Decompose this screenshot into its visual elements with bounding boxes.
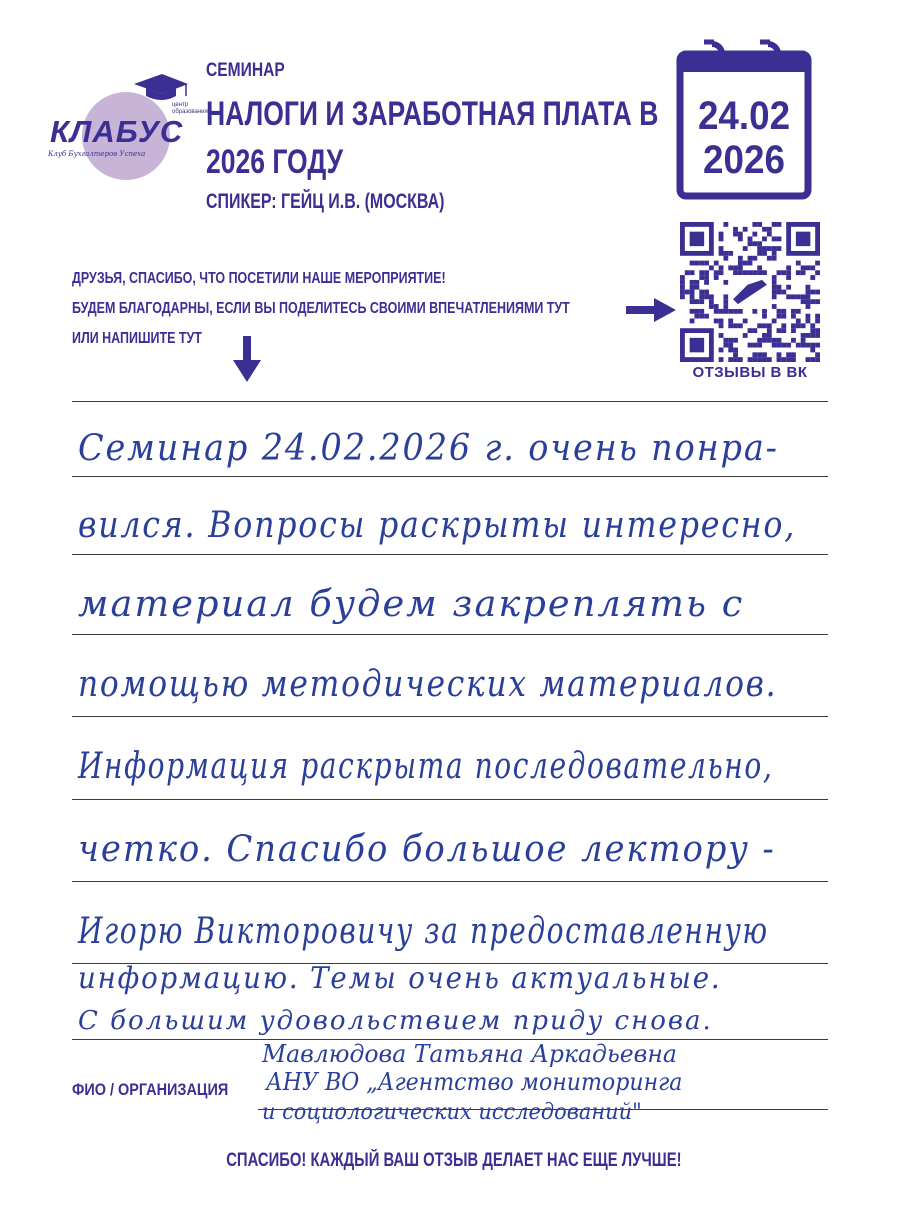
- signature-org-line-2: и социологических исследований": [262, 1100, 642, 1125]
- title-line-1: НАЛОГИ И ЗАРАБОТНАЯ ПЛАТА В: [206, 95, 659, 133]
- intro-line-1: ДРУЗЬЯ, СПАСИБО, ЧТО ПОСЕТИЛИ НАШЕ МЕРОПРИЯТИЕ!: [72, 270, 446, 287]
- graduation-cap-icon: [130, 70, 190, 104]
- ruled-line: [72, 401, 828, 402]
- footer-thanks: [0, 1150, 907, 1172]
- logo-tagline: Клуб Бухгалтеров Успеха: [48, 150, 146, 158]
- title-line-2: 2026 ГОДУ: [206, 143, 344, 181]
- speaker-label: СПИКЕР: ГЕЙЦ И.В. (МОСКВА): [206, 190, 445, 213]
- ruled-line: [72, 476, 828, 477]
- intro-line-3: ИЛИ НАПИШИТЕ ТУТ: [72, 330, 202, 347]
- logo-brand: КЛАБУС: [50, 114, 184, 149]
- calendar-date: 24.02: [697, 94, 791, 138]
- qr-code-icon[interactable]: [680, 222, 820, 362]
- arrow-down-icon: [230, 336, 264, 382]
- signature-org-line-1: АНУ ВО „Агентство мониторинга: [266, 1068, 683, 1096]
- handwritten-line: помощью методических материалов.: [78, 664, 778, 705]
- handwritten-line: информацию. Темы очень актуальные.: [78, 961, 722, 996]
- signature-name: Мавлюдова Татьяна Аркадьевна: [262, 1040, 677, 1068]
- seminar-title: [206, 90, 659, 186]
- intro-line-2: БУДЕМ БЛАГОДАРНЫ, ЕСЛИ ВЫ ПОДЕЛИТЕСЬ СВОИМИ ВПЕЧАТЛЕНИЯМИ ТУТ: [72, 300, 570, 317]
- klabus-logo: [44, 70, 208, 180]
- handwritten-line: вился. Вопросы раскрыты интересно,: [78, 505, 797, 546]
- calendar-icon: [676, 38, 812, 200]
- footer-text: СПАСИБО! КАЖДЫЙ ВАШ ОТЗЫВ ДЕЛАЕТ НАС ЕЩЕ ЛУЧШЕ!: [225, 1150, 682, 1171]
- ruled-line: [72, 554, 828, 555]
- ruled-line: [72, 716, 828, 717]
- arrow-right-icon: [626, 296, 676, 324]
- calendar-year: 2026: [703, 138, 785, 182]
- handwritten-line: Информация раскрыта последовательно,: [78, 746, 774, 787]
- handwritten-line: Семинар 24.02.2026 г. очень понра-: [78, 428, 779, 469]
- handwritten-line: материал будем закреплять с: [78, 584, 745, 625]
- ruled-line: [72, 799, 828, 800]
- seminar-label: СЕМИНАР: [206, 60, 285, 81]
- ruled-line: [72, 634, 828, 635]
- handwritten-line: Игорю Викторовичу за предоставленную: [78, 911, 769, 952]
- logo-small-caption: центр образования: [172, 102, 208, 115]
- ruled-line: [72, 881, 828, 882]
- fio-organization-label: ФИО / ОРГАНИЗАЦИЯ: [72, 1080, 229, 1099]
- handwritten-line: С большим удовольствием приду снова.: [78, 1006, 713, 1036]
- handwritten-line: четко. Спасибо большое лектору -: [78, 829, 776, 870]
- qr-caption: ОТЗЫВЫ В ВК: [692, 364, 808, 381]
